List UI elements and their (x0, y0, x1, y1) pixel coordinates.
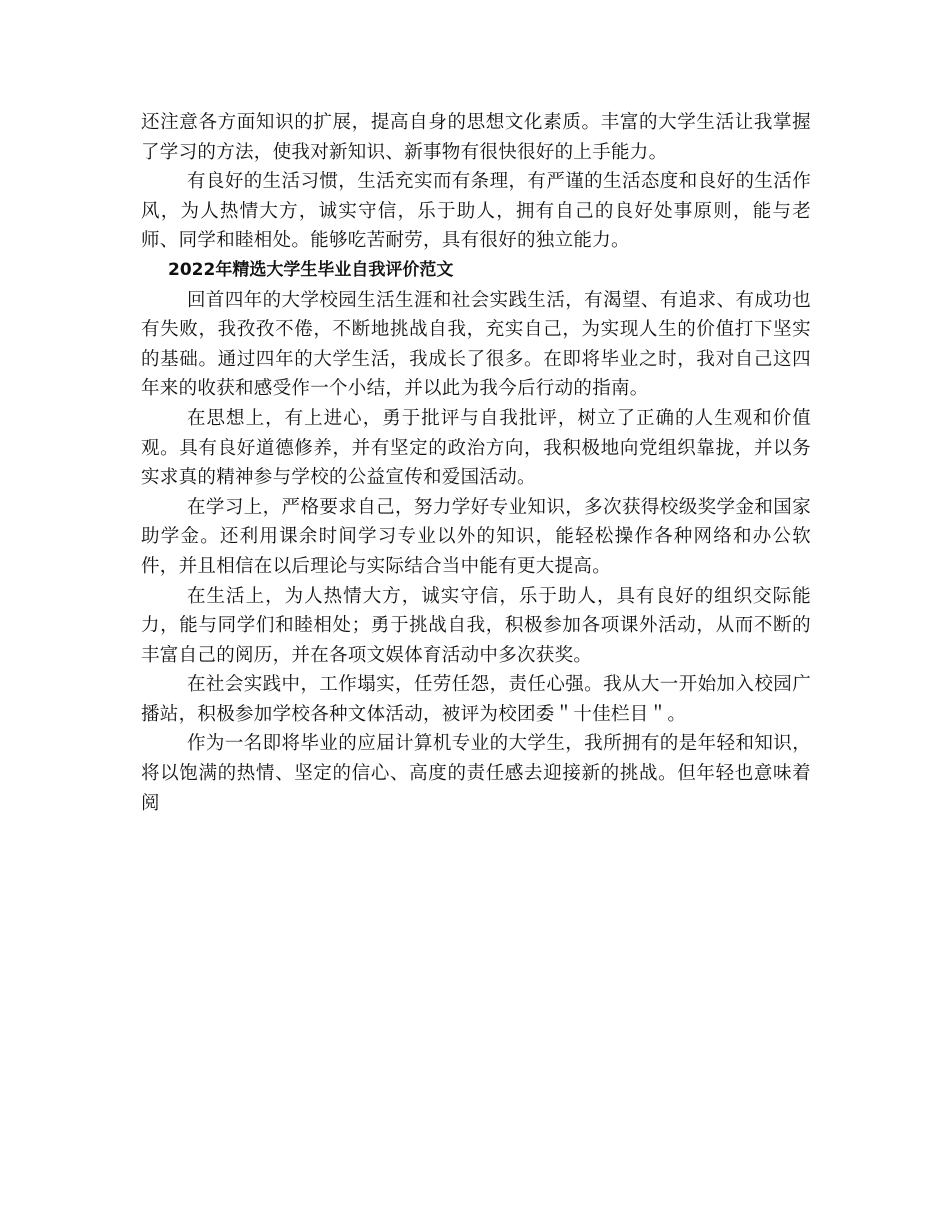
paragraph-1: 还注意各方面知识的扩展，提高自身的思想文化素质。丰富的大学生活让我掌握了学习的方法，使我对新知识、新事物有很快很好的上手能力。 (141, 112, 811, 163)
paragraph-6: 在生活上，为人热情大方，诚实守信，乐于助人，具有良好的组织交际能力，能与同学们和睦相处；勇于挑战自我，积极参加各项课外活动，从而不断的丰富自己的阅历，并在各项文娱体育活动中多次获奖。 (141, 585, 811, 666)
paragraph-7: 在社会实践中，工作塌实，任劳任怨，责任心强。我从大一开始加入校园广播站，积极参加学校各种文体活动，被评为校团委＂十佳栏目＂。 (141, 674, 811, 725)
section-heading: 2022年精选大学生毕业自我评价范文 (168, 259, 454, 280)
document-page (141, 108, 811, 818)
paragraph-8: 作为一名即将毕业的应届计算机专业的大学生，我所拥有的是年轻和知识，将以饱满的热情、坚定的信心、高度的责任感去迎接新的挑战。但年轻也意味着阅 (141, 733, 811, 814)
paragraph-2: 有良好的生活习惯，生活充实而有条理，有严谨的生活态度和良好的生活作风，为人热情大方，诚实守信，乐于助人，拥有自己的良好处事原则，能与老师、同学和睦相处。能够吃苦耐劳，具有很好的独立能力。 (141, 171, 811, 252)
paragraph-3: 回首四年的大学校园生活生涯和社会实践生活，有渴望、有追求、有成功也有失败，我孜孜不倦，不断地挑战自我，充实自己，为实现人生的价值打下坚实的基础。通过四年的大学生活，我成长了很多。在即将毕业之时，我对自己这四年来的收获和感受作一个小结，并以此为我今后行动的指南。 (141, 289, 811, 400)
paragraph-4: 在思想上，有上进心，勇于批评与自我批评，树立了正确的人生观和价值观。具有良好道德修养，并有坚定的政治方向，我积极地向党组织靠拢，并以务实求真的精神参与学校的公益宣传和爱国活动。 (141, 407, 811, 489)
paragraph-5: 在学习上，严格要求自己，努力学好专业知识，多次获得校级奖学金和国家助学金。还利用课余时间学习专业以外的知识，能轻松操作各种网络和办公软件，并且相信在以后理论与实际结合当中能有更大提高。 (141, 496, 811, 577)
